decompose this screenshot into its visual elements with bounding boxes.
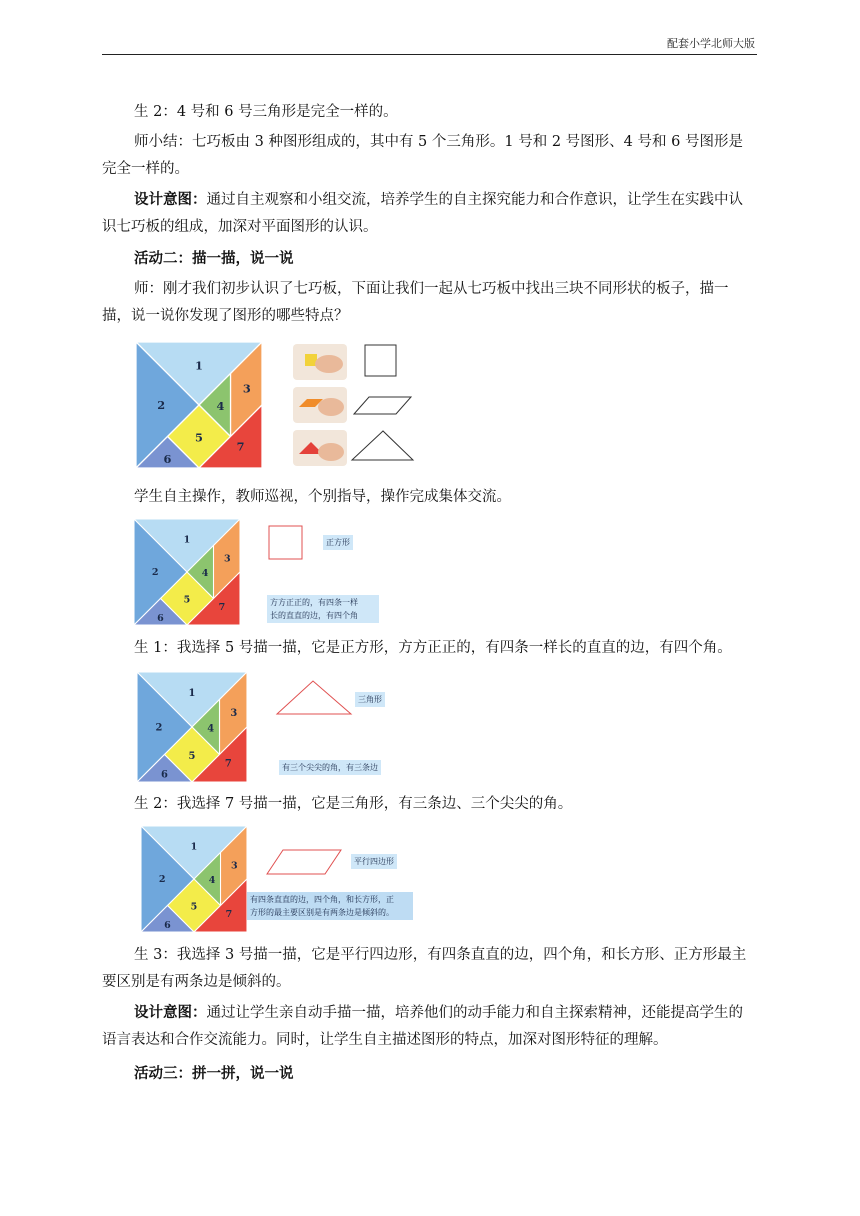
figure-square xyxy=(133,519,393,625)
svg-text:1: 1 xyxy=(188,688,196,700)
svg-text:3: 3 xyxy=(230,860,238,872)
paragraph-student-operation: 学生自主操作，教师巡视，个别指导，操作完成集体交流。 xyxy=(134,489,511,505)
desc-tag-parallelogram xyxy=(247,892,413,920)
paragraph-design-intent-2 xyxy=(102,999,757,1054)
svg-text:6: 6 xyxy=(161,769,168,781)
traced-square-outline xyxy=(267,524,307,564)
photo-tracing-parallelogram xyxy=(293,387,347,423)
paragraph-design-intent-1 xyxy=(102,186,757,241)
name-tag-triangle: 三角形 xyxy=(355,692,385,707)
svg-text:1: 1 xyxy=(183,534,191,546)
figure-triangle xyxy=(137,672,417,782)
paragraph-student1-answer: 生 1：我选择 5 号描一描，它是正方形，方方正正的，有四条一样长的直直的边，有四个角。 xyxy=(134,640,732,656)
tangram-label-2: 2 xyxy=(157,397,166,412)
header-text: 配套小学北师大版 xyxy=(667,37,755,50)
svg-text:7: 7 xyxy=(224,758,232,770)
design-intent-label: 设计意图： xyxy=(134,191,207,208)
svg-text:6: 6 xyxy=(157,612,164,624)
design-intent-text-2: 通过让学生亲自动手描一描，培养他们的动手能力和自主探索精神，还能提高学生的语言表达和合作交流能力。同时，让学生自主描述图形的特点，加深对图形特征的理解。 xyxy=(102,1005,743,1048)
paragraph-teacher-prompt: 师：刚才我们初步认识了七巧板，下面让我们一起从七巧板中找出三块不同形状的板子，描一描，说一说你发现了图形的哪些特点？ xyxy=(102,281,729,324)
name-tag-square: 正方形 xyxy=(323,535,353,550)
tangram-label-7: 7 xyxy=(236,439,245,454)
activity-2-heading: 活动二：描一描，说一说 xyxy=(134,250,294,267)
desc-parallelogram-line-1: 有四条直直的边，四个角，和长方形，正 xyxy=(250,895,394,904)
svg-text:6: 6 xyxy=(164,919,171,931)
svg-text:3: 3 xyxy=(223,553,231,565)
paragraph-student3-answer: 生 3：我选择 3 号描一描，它是平行四边形，有四条直直的边，四个角，和长方形、正方形最主要区别是有两条边是倾斜的。 xyxy=(102,947,747,990)
traced-triangle-outline xyxy=(275,678,359,718)
paragraph-student2-triangle: 生 2：我选择 7 号描一描，它是三角形，有三条边、三个尖尖的角。 xyxy=(134,796,573,812)
page-header xyxy=(102,34,757,55)
figure-parallelogram xyxy=(141,826,421,932)
svg-text:2: 2 xyxy=(158,874,166,886)
design-intent-label-2: 设计意图： xyxy=(134,1004,207,1021)
paragraph-teacher-summary: 师小结：七巧板由 3 种图形组成的，其中有 5 个三角形。1 号和 2 号图形、4 号和 6 号图形是完全一样的。 xyxy=(102,134,743,177)
desc-tag-square xyxy=(267,595,379,623)
traced-parallelogram-outline xyxy=(265,846,345,878)
desc-square-line-1: 方方正正的，有四条一样 xyxy=(270,598,358,607)
tangram-label-5: 5 xyxy=(195,430,203,445)
traced-outlines xyxy=(349,342,419,470)
tangram-label-6: 6 xyxy=(163,451,172,466)
svg-text:4: 4 xyxy=(207,723,215,735)
desc-square-line-2: 长的直直的边，有四个角 xyxy=(270,611,358,620)
tangram-image-2 xyxy=(133,519,241,625)
svg-text:4: 4 xyxy=(201,568,209,580)
tangram-image-3 xyxy=(137,672,247,782)
desc-tag-triangle: 有三个尖尖的角，有三条边 xyxy=(279,760,381,775)
name-tag-parallelogram: 平行四边形 xyxy=(351,854,397,869)
activity-3-heading: 活动三：拼一拼，说一说 xyxy=(134,1065,294,1082)
svg-text:4: 4 xyxy=(208,875,216,887)
svg-text:7: 7 xyxy=(218,602,226,614)
design-intent-text: 通过自主观察和小组交流，培养学生的自主探究能力和合作意识，让学生在实践中认识七巧板的组成，加深对平面图形的认识。 xyxy=(102,192,743,235)
tangram-label-3: 3 xyxy=(242,381,251,396)
desc-parallelogram-line-2: 方形的最主要区别是有两条边是倾斜的。 xyxy=(250,908,394,917)
paragraph-student2-answer: 生 2：4 号和 6 号三角形是完全一样的。 xyxy=(134,104,398,120)
svg-text:1: 1 xyxy=(190,841,198,853)
figure-tangram-tracing xyxy=(135,342,415,470)
svg-text:5: 5 xyxy=(188,750,196,762)
tangram-image xyxy=(135,342,263,468)
svg-text:3: 3 xyxy=(230,708,238,719)
svg-text:2: 2 xyxy=(151,567,159,579)
svg-text:5: 5 xyxy=(190,901,198,913)
photo-tracing-square xyxy=(293,344,347,380)
photo-tracing-triangle xyxy=(293,430,347,466)
svg-text:7: 7 xyxy=(225,909,233,921)
svg-text:5: 5 xyxy=(183,594,191,606)
svg-text:2: 2 xyxy=(155,722,163,734)
tangram-label-4: 4 xyxy=(216,399,225,414)
tangram-image-4 xyxy=(141,826,247,932)
tangram-label-1: 1 xyxy=(195,358,203,373)
